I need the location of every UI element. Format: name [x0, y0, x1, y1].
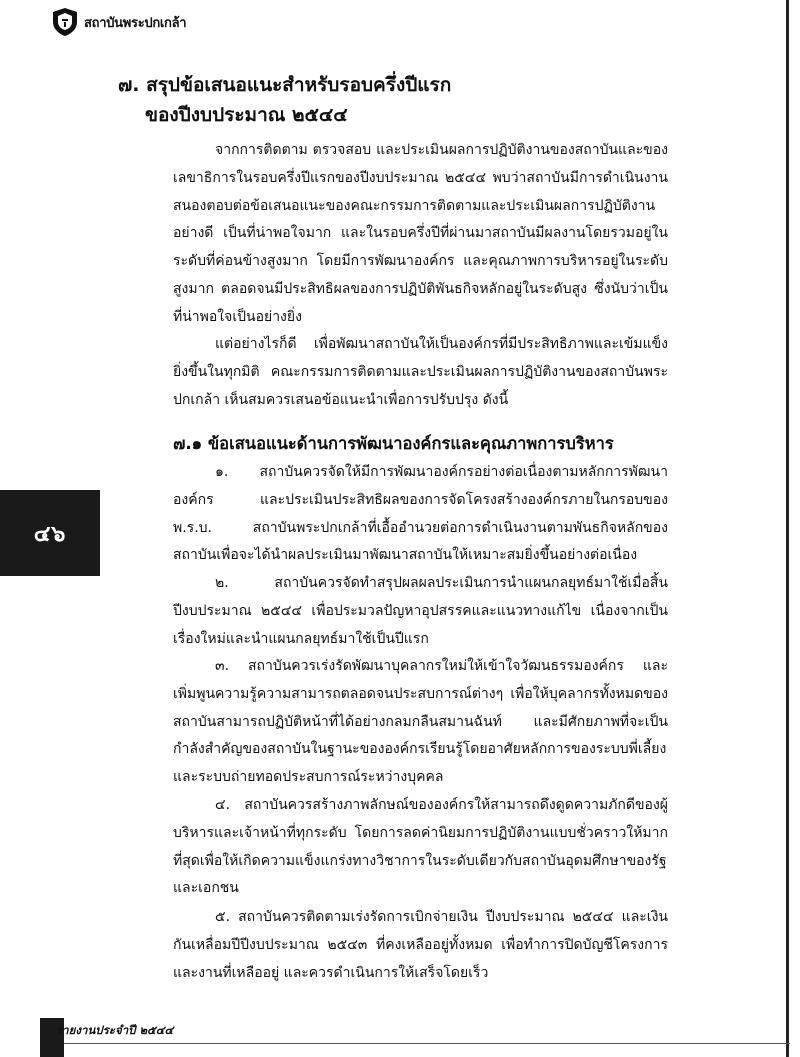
section-title: [118, 70, 718, 130]
shield-emblem-icon: [52, 7, 78, 37]
page-header: [52, 6, 186, 38]
page-edge-right: [786, 0, 789, 1057]
section-title-line-2: ของปีงบประมาณ ๒๕๔๔: [145, 104, 348, 126]
recommendation-item-5: ๕. สถาบันควรติดตามเร่งรัดการเบิกจ่ายเงิน ปีงบประมาณ ๒๕๔๔ และเงินกันเหลื่อมปีปีงบประมาณ ๒๕๔๓ ที่คงเหลืออยู่ทั้งหมด เพื่อทำการปิดบัญชีโครงการและงานที่เหลืออยู่ และควรดำเนินการให้เสร็จโดยเร็ว: [173, 909, 668, 981]
footer-rule: [40, 1043, 790, 1044]
recommendation-item-4: ๔. สถาบันควรสร้างภาพลักษณ์ขององค์กรให้สามารถดึงดูดความภักดีของผู้บริหารและเจ้าหน้าที่ทุกระดับ โดยการลดค่านิยมการปฏิบัติงานแบบชั่วคราวให้มากที่สุดเพื่อให้เกิดความแข็งแกร่งทางวิชาการในระดับเดียวกับสถาบันอุดมศึกษาของรัฐและเอกชน: [173, 797, 668, 897]
page-number-tab: [0, 490, 100, 576]
section-title-line-1: ๗. สรุปข้อเสนอแนะสำหรับรอบครึ่งปีแรก: [118, 74, 452, 96]
recommendation-item-1: ๑. สถาบันควรจัดให้มีการพัฒนาองค์กรอย่างต่อเนื่องตามหลักการพัฒนาองค์กร และประเมินประสิทธิผลของการจัดโครงสร้างองค์กรภายในกรอบของ พ.ร.บ. สถาบันพระปกเกล้าที่เอื้ออำนวยต่อการดำเนินงานตามพันธกิจหลักของสถาบันเพื่อจะได้นำผลประเมินมาพัฒนาสถาบันให้เหมาะสมยิ่งขึ้นอย่างต่อเนื่อง: [173, 464, 668, 564]
institution-name: สถาบันพระปกเกล้า: [84, 15, 187, 31]
recommendation-item-2: ๒. สถาบันควรจัดทำสรุปผลผลประเมินการนำแผนกลยุทธ์มาใช้เมื่อสิ้นปีงบประมาณ ๒๕๔๔ เพื่อประมวลปัญหาอุปสรรคและแนวทางแก้ไข เนื่องจากเป็นเรื่องใหม่และนำแผนกลยุทธ์มาใช้เป็นปีแรก: [173, 575, 668, 647]
recommendation-intro-paragraph: แต่อย่างไรก็ดี เพื่อพัฒนาสถาบันให้เป็นองค์กรที่มีประสิทธิภาพและเข้มแข็งยิ่งขึ้นในทุกมิติ คณะกรรมการติดตามและประเมินผลการปฏิบัติงานของสถาบันพระปกเกล้า เห็นสมควรเสนอข้อแนะนำเพื่อการปรับปรุง ดังนี้: [173, 336, 668, 408]
recommendation-item-3: ๓. สถาบันควรเร่งรัดพัฒนาบุคลากรใหม่ให้เข้าใจวัฒนธรรมองค์กร และเพิ่มพูนความรู้ความสามารถตลอดจนประสบการณ์ต่างๆ เพื่อให้บุคลากรทั้งหมดของสถาบันสามารถปฏิบัติหน้าที่ได้อย่างกลมกลืนสมานฉันท์ และมีศักยภาพที่จะเป็นกำลังสำคัญของสถาบันในฐานะขององค์กรเรียนรู้โดยอาศัยหลักการของระบบพี่เลี้ยงและระบบถ่ายทอดประสบการณ์ระหว่างบุคคล: [173, 658, 668, 786]
footer-report-title: รายงานประจำปี ๒๕๔๔: [56, 1023, 174, 1037]
intro-paragraph: จากการติดตาม ตรวจสอบ และประเมินผลการปฏิบัติงานของสถาบันและของเลขาธิการในรอบครึ่งปีแรกของปีงบประมาณ ๒๕๔๔ พบว่าสถาบันมีการดำเนินงานสนองตอบต่อข้อเสนอแนะของคณะกรรมการติดตามและประเมินผลการปฏิบัติงานอย่างดี เป็นที่น่าพอใจมาก และในรอบครึ่งปีที่ผ่านมาสถาบันมีผลงานโดยรวมอยู่ในระดับที่ค่อนข้างสูงมาก โดยมีการพัฒนาองค์กร และคุณภาพการบริหารอยู่ในระดับสูงมาก ตลอดจนมีประสิทธิผลของการปฏิบัติพันธกิจหลักอยู่ในระดับสูง ซึ่งนับว่าเป็นที่น่าพอใจเป็นอย่างยิ่ง: [173, 142, 668, 325]
subsection-heading: ๗.๑ ข้อเสนอแนะด้านการพัฒนาองค์กรและคุณภาพการบริหาร: [173, 434, 614, 453]
page-number: ๔๖: [33, 521, 67, 547]
